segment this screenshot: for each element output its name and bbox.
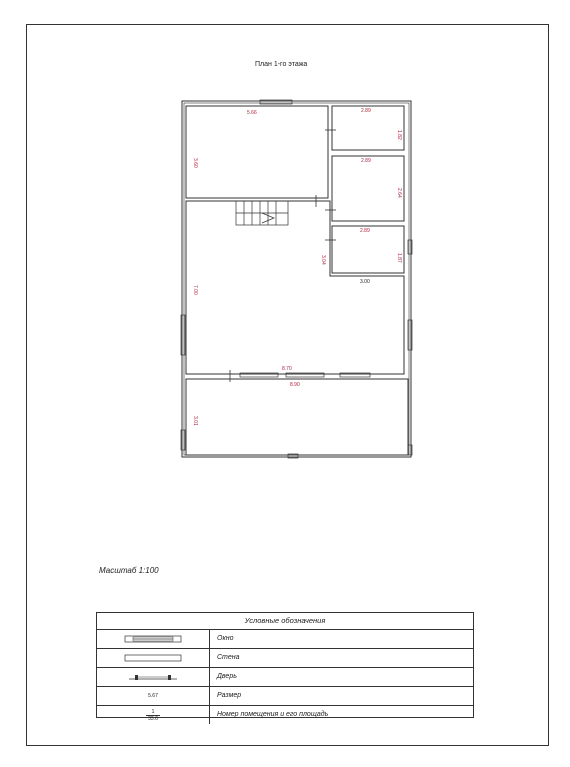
dim-room2-height: 1.82 bbox=[396, 130, 402, 140]
main-hall bbox=[186, 201, 404, 374]
legend-room-label: Номер помещения и его площадь bbox=[217, 711, 329, 718]
dim-room1-height: 3.60 bbox=[192, 158, 198, 168]
wall-symbol-icon bbox=[123, 653, 183, 663]
stairs bbox=[236, 201, 288, 225]
size-sample: 5.67 bbox=[148, 693, 158, 699]
windows bbox=[181, 100, 412, 458]
dim-room4-width: 2.89 bbox=[360, 228, 370, 234]
dim-terrace-height: 3.01 bbox=[192, 416, 198, 426]
plan-title: План 1-го этажа bbox=[255, 61, 308, 68]
legend-row-wall bbox=[97, 649, 473, 668]
dim-room1-width: 5.66 bbox=[247, 110, 257, 116]
door-symbol-icon bbox=[123, 672, 183, 682]
legend-wall-label: Стена bbox=[217, 654, 240, 661]
dim-main-height: 7.00 bbox=[192, 285, 198, 295]
legend-size-label: Размер bbox=[217, 692, 242, 699]
dim-hall-width: 3.00 bbox=[360, 279, 370, 285]
room-sample-number: 1 bbox=[151, 708, 155, 715]
legend-header: Условные обозначения bbox=[97, 613, 473, 630]
dim-room2-width: 2.89 bbox=[361, 108, 371, 114]
legend-row-window bbox=[97, 630, 473, 649]
dim-room3-height: 2.64 bbox=[396, 188, 402, 198]
dim-main-width: 8.70 bbox=[282, 366, 292, 372]
legend-door-label: Дверь bbox=[217, 673, 237, 680]
legend-row-room bbox=[97, 706, 473, 724]
room-sample bbox=[146, 709, 160, 722]
room-3 bbox=[332, 156, 404, 221]
dim-room4-height-left: 3.04 bbox=[320, 255, 326, 265]
legend-row-door bbox=[97, 668, 473, 687]
dim-terrace-width: 8.90 bbox=[290, 382, 300, 388]
window-symbol-icon bbox=[123, 634, 183, 644]
legend-window-label: Окно bbox=[217, 635, 234, 642]
room-1 bbox=[186, 106, 328, 198]
terrace bbox=[186, 379, 408, 455]
dim-room3-width: 2.89 bbox=[361, 158, 371, 164]
legend-table bbox=[96, 612, 474, 722]
room-sample-area: 33.6 bbox=[148, 715, 158, 722]
dim-room4-height-right: 1.87 bbox=[396, 253, 402, 263]
scale-label: Масштаб 1:100 bbox=[99, 566, 159, 575]
outer-wall bbox=[182, 101, 411, 457]
legend-row-size bbox=[97, 687, 473, 706]
